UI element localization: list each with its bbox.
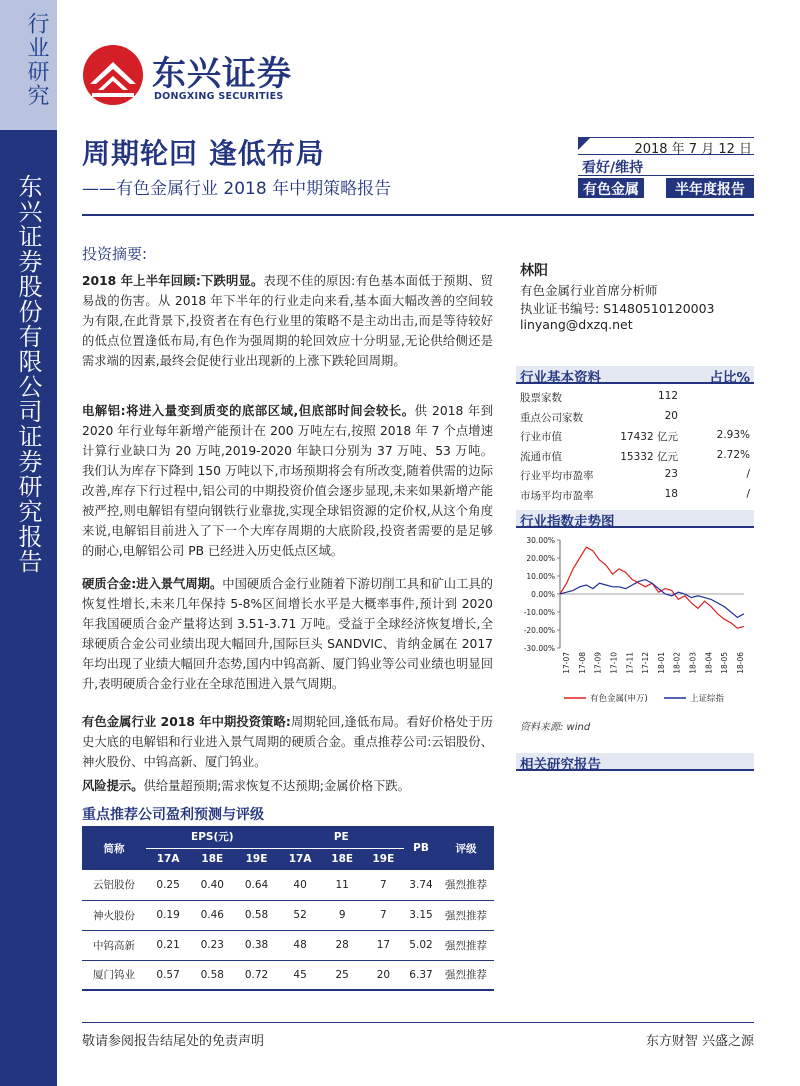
- series-line: [560, 547, 744, 628]
- stats-pct: /: [746, 487, 750, 500]
- y-tick-label: 10.00%: [526, 572, 555, 581]
- x-tick-label: 18-03: [688, 652, 698, 674]
- cell-pb: 3.74: [404, 870, 438, 900]
- para-lead: 硬质合金:进入景气周期。: [82, 577, 223, 591]
- stats-row: [520, 466, 754, 485]
- company-logo: [82, 40, 322, 110]
- stats-value: 15332 亿元: [620, 450, 678, 463]
- table-row: [82, 870, 494, 900]
- stats-pct: 2.93%: [716, 429, 750, 441]
- x-tick-label: 17-09: [593, 652, 603, 674]
- analyst-email[interactable]: linyang@dxzq.net: [520, 317, 633, 332]
- legend-label: 有色金属(申万): [590, 694, 648, 704]
- para-lead: 风险提示。: [82, 779, 144, 793]
- stats-row: [520, 388, 754, 407]
- summary-paragraph-aluminum: [82, 401, 493, 561]
- table-row: [82, 960, 494, 990]
- cell-eps17: 0.21: [146, 930, 190, 960]
- footer-divider: [82, 1022, 754, 1023]
- stats-title: 行业基本资料: [520, 370, 601, 386]
- stats-row: [520, 486, 754, 505]
- cell-eps19: 0.72: [234, 960, 278, 990]
- x-tick-label: 17-07: [562, 652, 571, 674]
- col-rating: 评级: [438, 826, 494, 870]
- y-tick-label: 0.00%: [531, 590, 555, 599]
- para-lead: 2018 年上半年回顾:下跌明显。: [82, 274, 264, 288]
- cell-eps19: 0.64: [234, 870, 278, 900]
- stats-value: 23: [664, 468, 678, 480]
- year-header: 18E: [190, 848, 234, 870]
- y-tick-label: 20.00%: [526, 554, 555, 563]
- cell-eps17: 0.25: [146, 870, 190, 900]
- stats-row: [520, 427, 754, 446]
- cell-rating: 强烈推荐: [438, 960, 494, 990]
- sidebar-category-panel: [0, 0, 57, 130]
- cell-rating: 强烈推荐: [438, 870, 494, 900]
- cell-pe18: 11: [322, 870, 363, 900]
- cell-pe18: 28: [322, 930, 363, 960]
- stats-label: 行业市值: [520, 431, 562, 443]
- cell-eps18: 0.40: [190, 870, 234, 900]
- related-header: [516, 753, 754, 771]
- x-tick-label: 17-10: [609, 652, 619, 674]
- sidebar-category: 行业研究: [24, 12, 49, 108]
- table-row: [82, 900, 494, 930]
- stats-value: 17432 亿元: [620, 431, 678, 443]
- cell-rating: 强烈推荐: [438, 930, 494, 960]
- x-tick-label: 17-11: [625, 652, 635, 674]
- cell-eps18: 0.46: [190, 900, 234, 930]
- summary-paragraph-carbide: [82, 574, 493, 694]
- cell-pb: 3.15: [404, 900, 438, 930]
- chart-title: 行业指数走势图: [520, 514, 615, 530]
- x-tick-label: 17-08: [577, 652, 587, 674]
- stats-label: 重点公司家数: [520, 411, 583, 424]
- x-tick-label: 17-12: [641, 652, 651, 674]
- stats-value: 112: [657, 390, 678, 402]
- table-row: [82, 930, 494, 960]
- footer-disclaimer: 敬请参阅报告结尾处的免责声明: [82, 1034, 265, 1049]
- col-pb: PB: [404, 826, 438, 870]
- cell-pe18: 9: [322, 900, 363, 930]
- x-tick-label: 18-05: [720, 652, 730, 674]
- summary-heading: 投资摘要:: [82, 245, 148, 263]
- cell-pb: 6.37: [404, 960, 438, 990]
- cell-eps18: 0.58: [190, 960, 234, 990]
- y-tick-label: 30.00%: [526, 536, 555, 545]
- summary-paragraph-strategy: [82, 712, 493, 772]
- corner-triangle-icon: [578, 138, 590, 150]
- summary-paragraph-review: [82, 271, 493, 371]
- cell-pe17: 48: [279, 930, 322, 960]
- x-tick-label: 18-01: [656, 652, 666, 674]
- x-tick-label: 18-06: [736, 652, 745, 674]
- related-title: 相关研究报告: [520, 757, 601, 773]
- table-body: [82, 870, 494, 990]
- para-body: 供 2018 年到 2020 年行业每年新增产能预计在 200 万吨左右,按照 2018 年 7 个点增速计算行业缺口为 20 万吨,2019-2020 年缺口分别为 37 万吨、53 万吨。我们认为库存下降到 150 万吨以下,市场预期将会有所改变,随着供需的边际改善,库存下行过程中,铝公司的中期投资价值会逐步显现,未来如果新增产能被严控,则电解铝有望向钢铁行业靠拢,实现全球铝资源的定价权,从这个角度来说,电解铝目前进入了下一个大库存周期的大底阶段,投资者需要的是足够的耐心,电解铝公司 PB 已经进入历史低点区域。: [82, 404, 493, 558]
- analyst-cert: 执业证书编号: S1480510120003: [520, 301, 715, 316]
- stats-row: [520, 447, 754, 466]
- stats-label: 流通市值: [520, 450, 562, 463]
- logo-mark-icon: [82, 44, 144, 106]
- cell-eps18: 0.23: [190, 930, 234, 960]
- stats-pct-header: 占比%: [709, 370, 750, 386]
- footer-slogan: 东方财智 兴盛之源: [645, 1034, 754, 1049]
- cell-pe17: 45: [279, 960, 322, 990]
- sidebar-company: 东兴证券股份有限公司证券研究报告: [14, 174, 42, 574]
- recommendation-table: [82, 826, 494, 991]
- y-tick-label: -20.00%: [523, 626, 555, 635]
- cell-rating: 强烈推荐: [438, 900, 494, 930]
- logo-name-cn: 东兴证券: [152, 54, 292, 94]
- rating: 看好/维持: [578, 157, 754, 176]
- title-divider: [82, 214, 754, 216]
- cell-pe17: 40: [279, 870, 322, 900]
- logo-name-en: DONGXING SECURITIES: [154, 91, 284, 102]
- cell-pe19: 20: [363, 960, 404, 990]
- chart-header: [516, 510, 754, 528]
- para-body: 中国硬质合金行业随着下游切削工具和矿山工具的恢复性增长,未来几年保持 5-8%区间增长水平是大概率事件,预计到 2020 年我国硬质合金产量将达到 3.51-3.71 万吨。受益于全球经济恢复增长,全球硬质合金公司业绩出现大幅回升,国际巨头 SANDVIC、肯纳金属在 2017 年均出现了业绩大幅回升态势,国内中钨高新、厦门钨业等公司业绩也明显回升,表明硬质合金行业在全球范围进入景气周期。: [82, 577, 493, 691]
- summary-paragraph-risk: [82, 776, 493, 796]
- sidebar-company-panel: [0, 130, 57, 1086]
- col-name: 简称: [82, 826, 146, 870]
- analyst-name: 林阳: [520, 263, 548, 279]
- analyst-role: 有色金属行业首席分析师: [520, 283, 658, 298]
- chart-source: 资料来源: wind: [520, 722, 591, 733]
- stats-value: 20: [664, 409, 678, 422]
- stats-label: 股票家数: [520, 392, 562, 404]
- x-tick-label: 18-04: [704, 652, 714, 674]
- stats-label: 行业平均市盈率: [520, 470, 594, 482]
- stats-header: [516, 366, 754, 384]
- cell-name: 云铝股份: [82, 870, 146, 900]
- report-date: 2018 年 7 月 12 日: [634, 142, 752, 157]
- cell-pe19: 7: [363, 870, 404, 900]
- stats-label: 市场平均市盈率: [520, 489, 594, 502]
- year-header: 19E: [363, 848, 404, 870]
- report-title: 周期轮回 逢低布局: [82, 137, 325, 170]
- stats-row: [520, 408, 754, 427]
- para-body: 表现不佳的原因:有色基本面低于预期、贸易战的伤害。从 2018 年下半年的行业走向来看,基本面大幅改善的空间较为有限,在此背景下,投资者在有色行业里的策略不是主动出击,而是等待较好的低点位置逢低布局,有色作为强周期的轮回效应十分明显,无论供给侧还是需求端的因素,最终会促使行业出现新的上涨下跌轮回周期。: [82, 274, 493, 368]
- cell-name: 神火股份: [82, 900, 146, 930]
- stats-pct: /: [746, 468, 750, 480]
- year-header: 17A: [279, 848, 322, 870]
- year-header: 18E: [322, 848, 363, 870]
- table-title: 重点推荐公司盈利预测与评级: [82, 807, 264, 823]
- report-subtitle: ——有色金属行业 2018 年中期策略报告: [82, 179, 392, 199]
- cell-pe18: 25: [322, 960, 363, 990]
- stats-pct: 2.72%: [716, 448, 750, 461]
- cell-name: 中钨高新: [82, 930, 146, 960]
- y-tick-label: -10.00%: [523, 608, 555, 617]
- y-tick-label: -30.00%: [523, 644, 555, 653]
- report-type-tag: 半年度报告: [666, 178, 754, 198]
- col-pe: PE: [279, 826, 404, 848]
- industry-index-chart: [516, 530, 756, 712]
- cell-name: 厦门钨业: [82, 960, 146, 990]
- year-header: 17A: [146, 848, 190, 870]
- cell-eps17: 0.57: [146, 960, 190, 990]
- cell-pe19: 17: [363, 930, 404, 960]
- stats-value: 18: [664, 487, 678, 500]
- x-tick-label: 18-02: [672, 652, 682, 674]
- col-eps: EPS(元): [146, 826, 279, 848]
- cell-eps19: 0.38: [234, 930, 278, 960]
- date-bar: [578, 137, 754, 155]
- legend-label: 上证综指: [690, 694, 725, 704]
- para-body: 供给量超预期;需求恢复不达预期;金属价格下跌。: [143, 779, 411, 793]
- cell-pb: 5.02: [404, 930, 438, 960]
- para-body: 周期轮回,逢低布局。看好价格处于历史大底的电解铝和行业进入景气周期的硬质合金。重点推荐公司:云铝股份、神火股份、中钨高新、厦门钨业。: [82, 715, 493, 769]
- cell-pe17: 52: [279, 900, 322, 930]
- cell-pe19: 7: [363, 900, 404, 930]
- sector-tag: 有色金属: [578, 178, 644, 198]
- para-lead: 电解铝:将进入量变到质变的底部区域,但底部时间会较长。: [82, 404, 415, 418]
- year-header: 19E: [234, 848, 278, 870]
- cell-eps17: 0.19: [146, 900, 190, 930]
- cell-eps19: 0.58: [234, 900, 278, 930]
- para-lead: 有色金属行业 2018 年中期投资策略:: [82, 715, 291, 729]
